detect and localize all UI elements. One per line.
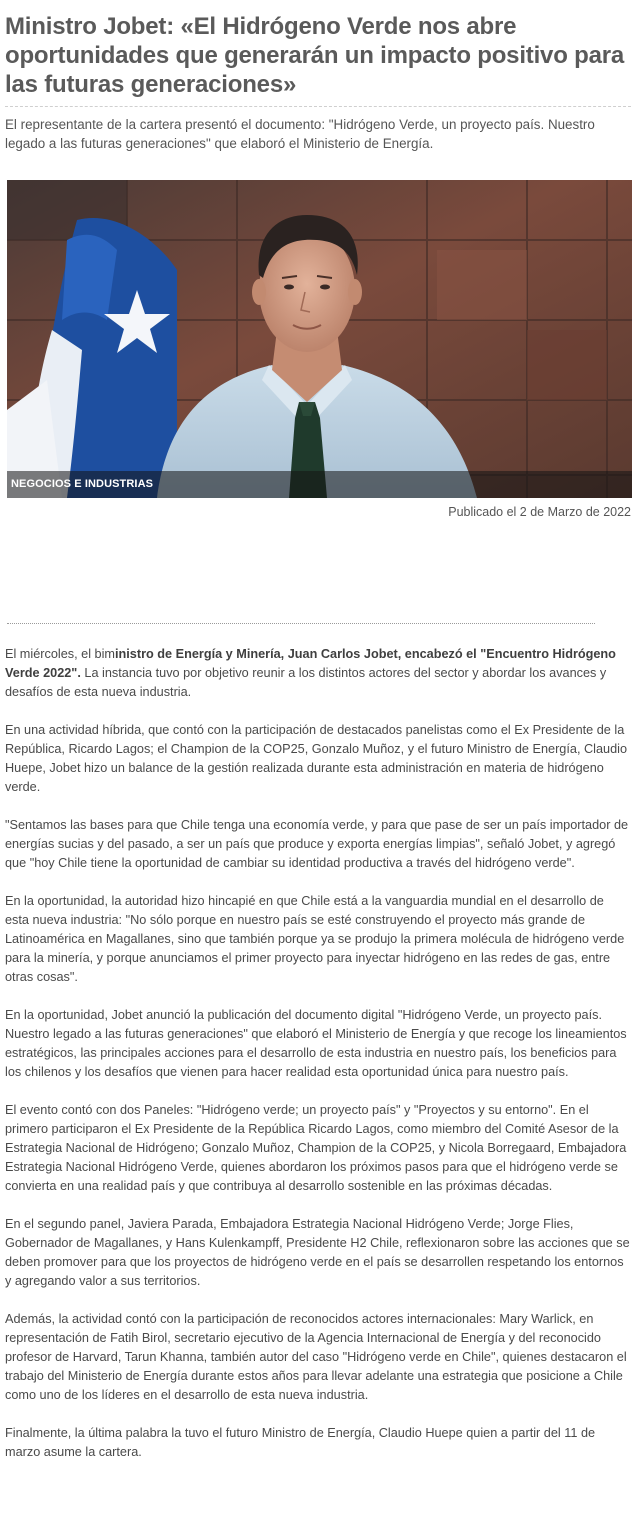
paragraph: En la oportunidad, la autoridad hizo hincapié en que Chile está a la vanguardia mundial en el desarrollo de esta nueva industria: "No sólo porque en nuestro país se esté construyendo el proyecto más grande de Latinoamérica en Magallanes, sino que también porque ya se produjo la primera molécula de hidrógeno verde para la minería, y porque anunciamos el primer proyecto para inyectar hidrógeno en las redes de gas, entre otras cosas". <box>5 894 625 984</box>
article-title: Ministro Jobet: «El Hidrógeno Verde nos abre oportunidades que generarán un impacto positivo para las futuras generaciones» <box>5 13 625 98</box>
publish-date: Publicado el 2 de Marzo de 2022 <box>448 505 631 519</box>
content-divider <box>7 623 595 624</box>
portrait-photo <box>7 180 632 498</box>
article-body <box>5 645 630 1481</box>
paragraph-highlight: inistro de Energía y Minería, Juan Carlos Jobet, encabezó el "Encuentro Hidrógeno Verde 2022". <box>5 647 616 680</box>
paragraph: En el segundo panel, Javiera Parada, Embajadora Estrategia Nacional Hidrógeno Verde; Jorge Flies, Gobernador de Magallanes, y Hans Kulenkampff, Presidente H2 Chile, reflexionaron sobre las acciones que se deben promover para que los proyectos de hidrógeno verde en el país se desarrollen respetando los entornos y agregando valor a sus territorios. <box>5 1217 630 1288</box>
paragraph: Además, la actividad contó con la participación de reconocidos actores internacionales: Mary Warlick, en representación de Fatih Birol, secretario ejecutivo de la Agencia Internacional de Energía y del reconocido profesor de Harvard, Tarun Khanna, también autor del caso "Hidrógeno verde en Chile", quienes destacaron el trabajo del Ministerio de Energía durante estos años para llevar adelante una estrategia que posicione a Chile como uno de los líderes en el desarrollo de esta nueva industria. <box>5 1312 627 1402</box>
paragraph: En una actividad híbrida, que contó con la participación de destacados panelistas como el Ex Presidente de la República, Ricardo Lagos; el Champion de la COP25, Gonzalo Muñoz, y el futuro Ministro de Energía, Claudio Huepe, Jobet hizo un balance de la gestión realizada durante esta administración en materia de hidrógeno verde. <box>5 723 628 794</box>
paragraph: El evento contó con dos Paneles: "Hidrógeno verde; un proyecto país" y "Proyectos y su entorno". En el primero participaron el Ex Presidente de la República Ricardo Lagos, como miembro del Comité Asesor de la Estrategia Nacional de Hidrógeno; Gonzalo Muñoz, Champion de la COP25, y Nicola Borregaard, Embajadora Estrategia Nacional Hidrógeno Verde, quienes abordaron los próximos pasos para que el hidrógeno verde se convierta en una realidad país y que contribuya al desarrollo sostenible en las próximas décadas. <box>5 1103 627 1193</box>
paragraph-intro-text: El miércoles, el bim <box>5 647 115 661</box>
paragraph: En la oportunidad, Jobet anunció la publicación del documento digital "Hidrógeno Verde, un proyecto país. Nuestro legado a las futuras generaciones" que elaboró el Ministerio de Energía y que recoge los lineamientos estratégicos, las principales acciones para el desarrollo de esta industria en nuestro país, los beneficios para los chilenos y los desafíos que vienen para hacer realidad esta oportunidad única para nuestro país. <box>5 1008 627 1079</box>
category-label[interactable]: NEGOCIOS E INDUSTRIAS <box>11 478 154 490</box>
article-lead: El representante de la cartera presentó el documento: "Hidrógeno Verde, un proyecto país. Nuestro legado a las futuras generaciones" que elaboró el Ministerio de Energía. <box>5 117 595 151</box>
hero-image[interactable] <box>7 180 632 498</box>
paragraph <box>5 645 630 702</box>
paragraph: "Sentamos las bases para que Chile tenga una economía verde, y para que pase de ser un país importador de energías sucias y del pasado, a ser un país que produce y exporta energías limpias", señaló Jobet, y agregó que "hoy Chile tiene la oportunidad de cambiar su identidad productiva a través del hidrógeno verde". <box>5 818 629 870</box>
paragraph: Finalmente, la última palabra la tuvo el futuro Ministro de Energía, Claudio Huepe quien a partir del 11 de marzo asume la cartera. <box>5 1426 596 1459</box>
category-bar <box>7 471 632 498</box>
title-divider <box>5 106 631 107</box>
paragraph-intro-rest: La instancia tuvo por objetivo reunir a los distintos actores del sector y abordar los avances y desafíos de esta nueva industria. <box>5 666 607 699</box>
